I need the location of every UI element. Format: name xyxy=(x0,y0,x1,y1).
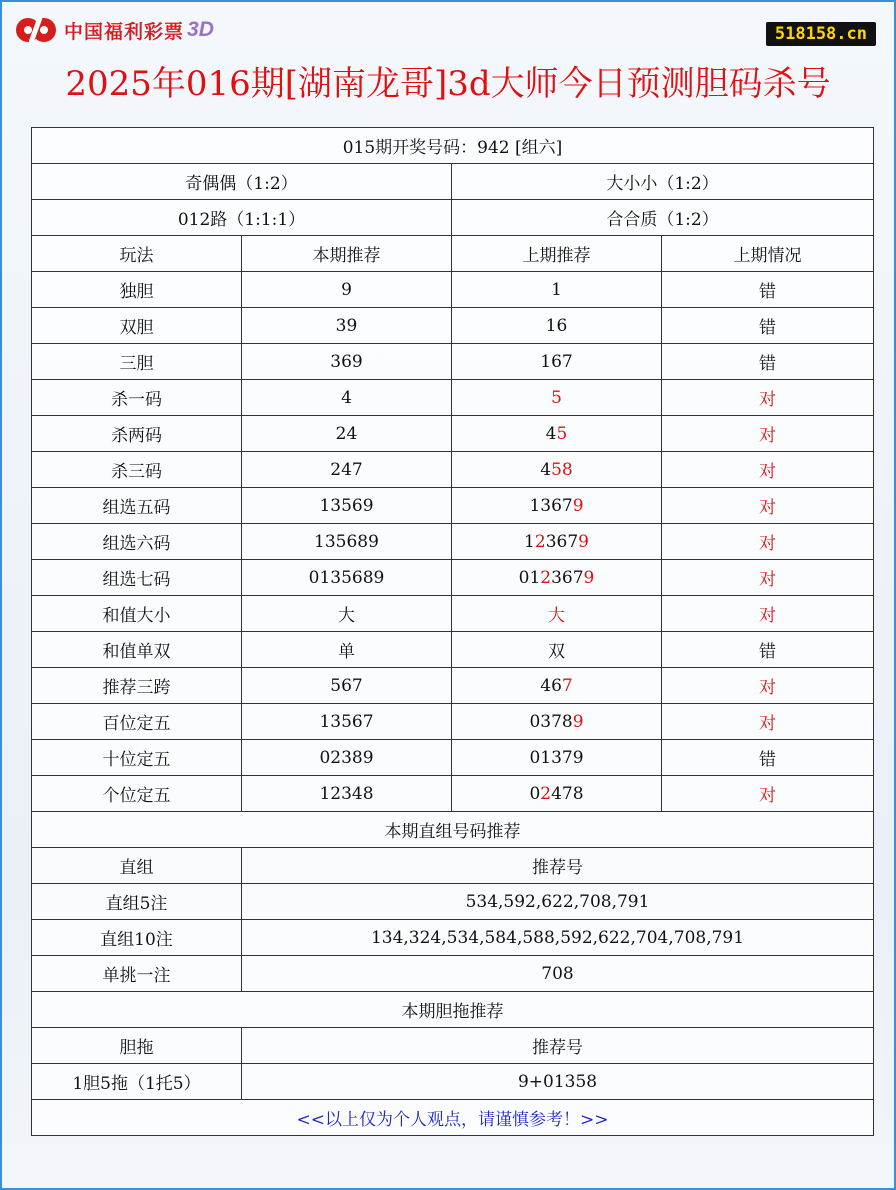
current-pick: 39 xyxy=(242,308,452,344)
direct-column-row xyxy=(32,848,874,884)
table-row xyxy=(32,740,874,776)
previous-pick-part: 367 xyxy=(551,567,584,588)
disclaimer: <<以上仅为个人观点，请谨慎参考！>> xyxy=(32,1100,874,1136)
drag-heading-row xyxy=(32,992,874,1028)
previous-result: 对 xyxy=(662,776,874,812)
previous-pick-part: 9 xyxy=(572,711,584,732)
table-row xyxy=(32,344,874,380)
previous-result: 错 xyxy=(662,344,874,380)
previous-result: 对 xyxy=(662,668,874,704)
current-pick: 12348 xyxy=(242,776,452,812)
previous-pick-part: 双 xyxy=(548,642,565,662)
previous-pick-part: 1367 xyxy=(529,495,573,516)
previous-pick-part: 01 xyxy=(518,567,541,588)
column-header: 上期推荐 xyxy=(452,236,662,272)
previous-pick xyxy=(452,560,662,596)
current-pick: 9 xyxy=(242,272,452,308)
current-pick: 247 xyxy=(242,452,452,488)
previous-pick-part: 1 xyxy=(551,279,562,300)
previous-pick xyxy=(452,488,662,524)
column-header: 本期推荐 xyxy=(242,236,452,272)
current-pick: 13567 xyxy=(242,704,452,740)
previous-pick-part: 0378 xyxy=(529,711,573,732)
previous-pick-part: 9 xyxy=(572,495,584,516)
previous-result: 对 xyxy=(662,704,874,740)
previous-result: 错 xyxy=(662,272,874,308)
previous-result: 对 xyxy=(662,452,874,488)
play-type: 和值单双 xyxy=(32,632,242,668)
previous-pick-part: 4 xyxy=(540,459,552,480)
drag-value: 9+01358 xyxy=(242,1064,874,1100)
previous-pick-part: 5 xyxy=(556,423,568,444)
current-pick: 24 xyxy=(242,416,452,452)
previous-result: 对 xyxy=(662,560,874,596)
column-header: 玩法 xyxy=(32,236,242,272)
table-row xyxy=(32,272,874,308)
direct-value: 534,592,622,708,791 xyxy=(242,884,874,920)
previous-result: 对 xyxy=(662,488,874,524)
previous-pick xyxy=(452,704,662,740)
previous-pick xyxy=(452,272,662,308)
current-pick: 13569 xyxy=(242,488,452,524)
page-title: 2025年016期[湖南龙哥]3d大师今日预测胆码杀号 xyxy=(65,64,831,104)
table-row xyxy=(32,704,874,740)
drag-heading: 本期胆拖推荐 xyxy=(32,992,874,1028)
previous-pick-part: 5 xyxy=(551,387,562,408)
direct-label: 单挑一注 xyxy=(32,956,242,992)
previous-pick xyxy=(452,632,662,668)
table-row xyxy=(32,524,874,560)
current-pick: 4 xyxy=(242,380,452,416)
previous-pick-part: 9 xyxy=(583,567,595,588)
play-type: 个位定五 xyxy=(32,776,242,812)
road-pattern: 012路（1:1:1） xyxy=(32,200,452,236)
play-type: 组选六码 xyxy=(32,524,242,560)
pattern-row-1 xyxy=(32,164,874,200)
table-row xyxy=(32,416,874,452)
previous-pick xyxy=(452,452,662,488)
welfare-lottery-logo-icon xyxy=(14,13,58,47)
draw-row xyxy=(32,128,874,164)
lottery-logo xyxy=(14,12,214,48)
footer-row xyxy=(32,1100,874,1136)
logo-text: 中国福利彩票 xyxy=(64,21,185,43)
previous-pick xyxy=(452,344,662,380)
big-small-pattern: 大小小（1:2） xyxy=(452,164,874,200)
previous-pick xyxy=(452,596,662,632)
previous-pick xyxy=(452,380,662,416)
column-header: 上期情况 xyxy=(662,236,874,272)
table-row xyxy=(32,776,874,812)
table-row xyxy=(32,488,874,524)
play-type: 组选五码 xyxy=(32,488,242,524)
previous-pick-part: 2 xyxy=(534,531,546,552)
column-header: 推荐号 xyxy=(242,1028,874,1064)
previous-pick xyxy=(452,776,662,812)
play-type: 杀两码 xyxy=(32,416,242,452)
play-type: 组选七码 xyxy=(32,560,242,596)
column-header: 胆拖 xyxy=(32,1028,242,1064)
previous-result: 对 xyxy=(662,416,874,452)
play-type: 双胆 xyxy=(32,308,242,344)
previous-pick xyxy=(452,740,662,776)
play-type: 杀三码 xyxy=(32,452,242,488)
table-row xyxy=(32,560,874,596)
play-type: 独胆 xyxy=(32,272,242,308)
table-row xyxy=(32,596,874,632)
column-header: 直组 xyxy=(32,848,242,884)
direct-heading: 本期直组号码推荐 xyxy=(32,812,874,848)
direct-value: 708 xyxy=(242,956,874,992)
direct-label: 直组10注 xyxy=(32,920,242,956)
table-row xyxy=(32,668,874,704)
odd-even-pattern: 奇偶偶（1:2） xyxy=(32,164,452,200)
previous-result: 对 xyxy=(662,524,874,560)
draw-result: 015期开奖号码：942 [组六] xyxy=(32,128,874,164)
play-type: 三胆 xyxy=(32,344,242,380)
previous-pick-part: 1 xyxy=(524,531,535,552)
current-pick: 567 xyxy=(242,668,452,704)
prime-pattern: 合合质（1:2） xyxy=(452,200,874,236)
previous-pick-part: 大 xyxy=(548,606,565,626)
play-type: 推荐三跨 xyxy=(32,668,242,704)
current-pick: 0135689 xyxy=(242,560,452,596)
table-row xyxy=(32,452,874,488)
play-type: 百位定五 xyxy=(32,704,242,740)
previous-pick-part: 478 xyxy=(551,783,584,804)
previous-pick xyxy=(452,668,662,704)
previous-pick xyxy=(452,308,662,344)
direct-row xyxy=(32,884,874,920)
previous-pick-part: 367 xyxy=(545,531,579,552)
drag-label: 1胆5拖（1托5） xyxy=(32,1064,242,1100)
previous-pick-part: 58 xyxy=(551,459,573,480)
previous-pick-part: 167 xyxy=(540,351,573,372)
previous-pick-part: 2 xyxy=(540,567,552,588)
previous-pick-part: 9 xyxy=(578,531,589,552)
site-badge: 518158.cn xyxy=(766,22,876,46)
current-pick: 大 xyxy=(242,596,452,632)
previous-pick-part: 2 xyxy=(540,783,552,804)
previous-pick xyxy=(452,524,662,560)
column-header-row xyxy=(32,236,874,272)
previous-pick-part: 4 xyxy=(545,423,557,444)
play-type: 杀一码 xyxy=(32,380,242,416)
direct-row xyxy=(32,956,874,992)
previous-result: 错 xyxy=(662,740,874,776)
direct-label: 直组5注 xyxy=(32,884,242,920)
current-pick: 单 xyxy=(242,632,452,668)
play-type: 十位定五 xyxy=(32,740,242,776)
logo-3d: 3D xyxy=(187,18,214,41)
previous-pick-part: 16 xyxy=(545,315,568,336)
direct-row xyxy=(32,920,874,956)
current-pick: 02389 xyxy=(242,740,452,776)
previous-pick-part: 7 xyxy=(561,675,573,696)
direct-value: 134,324,534,584,588,592,622,704,708,791 xyxy=(242,920,874,956)
direct-heading-row xyxy=(32,812,874,848)
column-header: 推荐号 xyxy=(242,848,874,884)
previous-pick-part: 01379 xyxy=(529,747,584,768)
drag-row xyxy=(32,1064,874,1100)
current-pick: 135689 xyxy=(242,524,452,560)
previous-result: 对 xyxy=(662,596,874,632)
previous-result: 错 xyxy=(662,632,874,668)
previous-pick-part: 0 xyxy=(529,783,541,804)
previous-result: 对 xyxy=(662,380,874,416)
play-type: 和值大小 xyxy=(32,596,242,632)
pattern-row-2 xyxy=(32,200,874,236)
prediction-table xyxy=(31,127,874,1136)
table-row xyxy=(32,380,874,416)
current-pick: 369 xyxy=(242,344,452,380)
table-row xyxy=(32,308,874,344)
drag-column-row xyxy=(32,1028,874,1064)
previous-pick-part: 46 xyxy=(540,675,562,696)
previous-pick xyxy=(452,416,662,452)
previous-result: 错 xyxy=(662,308,874,344)
table-row xyxy=(32,632,874,668)
